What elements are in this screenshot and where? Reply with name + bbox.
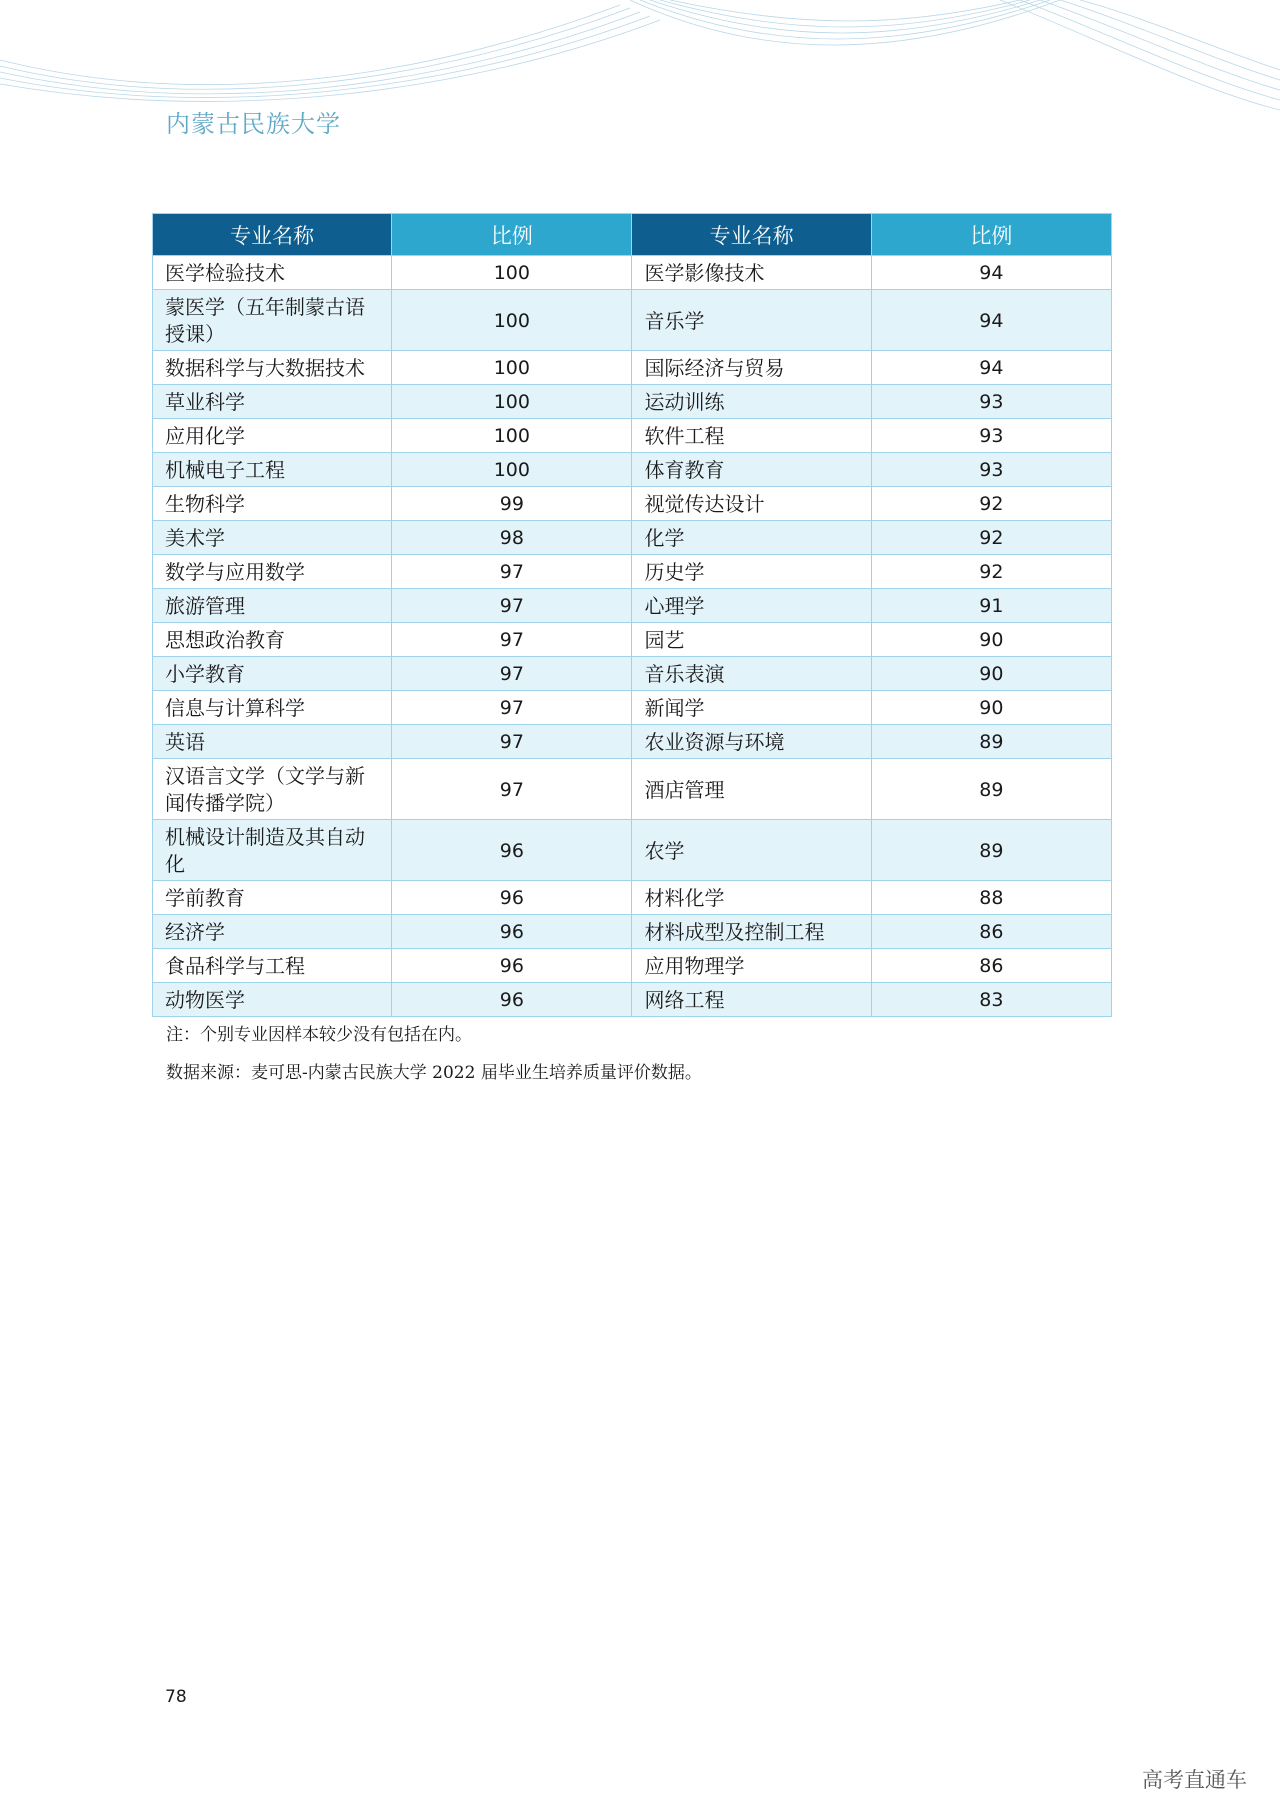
ratio-cell: 89 xyxy=(871,820,1111,881)
table-row xyxy=(153,351,1112,385)
major-name-cell: 草业科学 xyxy=(153,385,392,419)
table-row xyxy=(153,589,1112,623)
ratio-cell: 100 xyxy=(392,453,632,487)
ratio-cell: 100 xyxy=(392,256,632,290)
ratio-cell: 97 xyxy=(392,657,632,691)
ratio-cell: 94 xyxy=(871,256,1111,290)
ratio-cell: 96 xyxy=(392,820,632,881)
ratio-cell: 92 xyxy=(871,555,1111,589)
major-name-cell: 医学检验技术 xyxy=(153,256,392,290)
ratio-cell: 97 xyxy=(392,759,632,820)
major-name-cell: 音乐学 xyxy=(632,290,871,351)
ratio-cell: 90 xyxy=(871,657,1111,691)
ratio-cell: 86 xyxy=(871,915,1111,949)
major-name-cell: 酒店管理 xyxy=(632,759,871,820)
ratio-cell: 96 xyxy=(392,881,632,915)
major-name-cell: 小学教育 xyxy=(153,657,392,691)
major-name-cell: 国际经济与贸易 xyxy=(632,351,871,385)
ratio-cell: 92 xyxy=(871,521,1111,555)
major-ratio-table-container xyxy=(152,213,1112,1017)
ratio-cell: 89 xyxy=(871,759,1111,820)
major-name-cell: 思想政治教育 xyxy=(153,623,392,657)
major-ratio-table xyxy=(152,213,1112,1017)
ratio-cell: 90 xyxy=(871,691,1111,725)
watermark-text: 高考直通车 xyxy=(1142,1768,1247,1792)
header-major-name-right: 专业名称 xyxy=(632,214,871,256)
ratio-cell: 93 xyxy=(871,419,1111,453)
table-row xyxy=(153,949,1112,983)
table-row xyxy=(153,419,1112,453)
header-ratio-left: 比例 xyxy=(392,214,632,256)
table-row xyxy=(153,983,1112,1017)
major-name-cell: 新闻学 xyxy=(632,691,871,725)
ratio-cell: 98 xyxy=(392,521,632,555)
ratio-cell: 90 xyxy=(871,623,1111,657)
table-row xyxy=(153,521,1112,555)
major-name-cell: 生物科学 xyxy=(153,487,392,521)
table-row xyxy=(153,691,1112,725)
major-name-cell: 学前教育 xyxy=(153,881,392,915)
table-row xyxy=(153,820,1112,881)
major-name-cell: 材料化学 xyxy=(632,881,871,915)
major-name-cell: 食品科学与工程 xyxy=(153,949,392,983)
ratio-cell: 97 xyxy=(392,589,632,623)
ratio-cell: 100 xyxy=(392,351,632,385)
table-header-row xyxy=(153,214,1112,256)
table-row xyxy=(153,915,1112,949)
major-name-cell: 旅游管理 xyxy=(153,589,392,623)
major-name-cell: 心理学 xyxy=(632,589,871,623)
major-name-cell: 机械电子工程 xyxy=(153,453,392,487)
ratio-cell: 99 xyxy=(392,487,632,521)
table-row xyxy=(153,290,1112,351)
ratio-cell: 100 xyxy=(392,290,632,351)
ratio-cell: 96 xyxy=(392,983,632,1017)
major-name-cell: 体育教育 xyxy=(632,453,871,487)
major-name-cell: 数学与应用数学 xyxy=(153,555,392,589)
major-name-cell: 化学 xyxy=(632,521,871,555)
ratio-cell: 86 xyxy=(871,949,1111,983)
major-name-cell: 信息与计算科学 xyxy=(153,691,392,725)
table-row xyxy=(153,657,1112,691)
major-name-cell: 农业资源与环境 xyxy=(632,725,871,759)
ratio-cell: 100 xyxy=(392,385,632,419)
ratio-cell: 96 xyxy=(392,915,632,949)
major-name-cell: 历史学 xyxy=(632,555,871,589)
ratio-cell: 97 xyxy=(392,725,632,759)
table-row xyxy=(153,256,1112,290)
major-name-cell: 园艺 xyxy=(632,623,871,657)
major-name-cell: 蒙医学（五年制蒙古语授课） xyxy=(153,290,392,351)
major-name-cell: 农学 xyxy=(632,820,871,881)
ratio-cell: 94 xyxy=(871,290,1111,351)
table-row xyxy=(153,623,1112,657)
major-name-cell: 数据科学与大数据技术 xyxy=(153,351,392,385)
ratio-cell: 94 xyxy=(871,351,1111,385)
ratio-cell: 97 xyxy=(392,691,632,725)
major-name-cell: 机械设计制造及其自动化 xyxy=(153,820,392,881)
table-row xyxy=(153,759,1112,820)
major-name-cell: 汉语言文学（文学与新闻传播学院） xyxy=(153,759,392,820)
major-name-cell: 美术学 xyxy=(153,521,392,555)
table-row xyxy=(153,453,1112,487)
table-row xyxy=(153,881,1112,915)
ratio-cell: 93 xyxy=(871,385,1111,419)
major-name-cell: 软件工程 xyxy=(632,419,871,453)
header-major-name-left: 专业名称 xyxy=(153,214,392,256)
table-note: 注：个别专业因样本较少没有包括在内。 xyxy=(166,1025,472,1045)
major-name-cell: 应用物理学 xyxy=(632,949,871,983)
major-name-cell: 医学影像技术 xyxy=(632,256,871,290)
major-name-cell: 经济学 xyxy=(153,915,392,949)
ratio-cell: 97 xyxy=(392,555,632,589)
page-number: 78 xyxy=(165,1687,187,1707)
table-row xyxy=(153,385,1112,419)
major-name-cell: 视觉传达设计 xyxy=(632,487,871,521)
major-name-cell: 网络工程 xyxy=(632,983,871,1017)
ratio-cell: 88 xyxy=(871,881,1111,915)
major-name-cell: 音乐表演 xyxy=(632,657,871,691)
ratio-cell: 83 xyxy=(871,983,1111,1017)
ratio-cell: 89 xyxy=(871,725,1111,759)
table-row xyxy=(153,555,1112,589)
ratio-cell: 91 xyxy=(871,589,1111,623)
major-name-cell: 英语 xyxy=(153,725,392,759)
data-source-note: 数据来源：麦可思-内蒙古民族大学 2022 届毕业生培养质量评价数据。 xyxy=(166,1063,702,1083)
major-name-cell: 应用化学 xyxy=(153,419,392,453)
ratio-cell: 93 xyxy=(871,453,1111,487)
header-ratio-right: 比例 xyxy=(871,214,1111,256)
ratio-cell: 97 xyxy=(392,623,632,657)
major-name-cell: 动物医学 xyxy=(153,983,392,1017)
table-row xyxy=(153,725,1112,759)
table-body xyxy=(153,256,1112,1017)
ratio-cell: 96 xyxy=(392,949,632,983)
table-row xyxy=(153,487,1112,521)
document-header-title: 内蒙古民族大学 xyxy=(166,110,341,138)
major-name-cell: 材料成型及控制工程 xyxy=(632,915,871,949)
major-name-cell: 运动训练 xyxy=(632,385,871,419)
ratio-cell: 92 xyxy=(871,487,1111,521)
ratio-cell: 100 xyxy=(392,419,632,453)
